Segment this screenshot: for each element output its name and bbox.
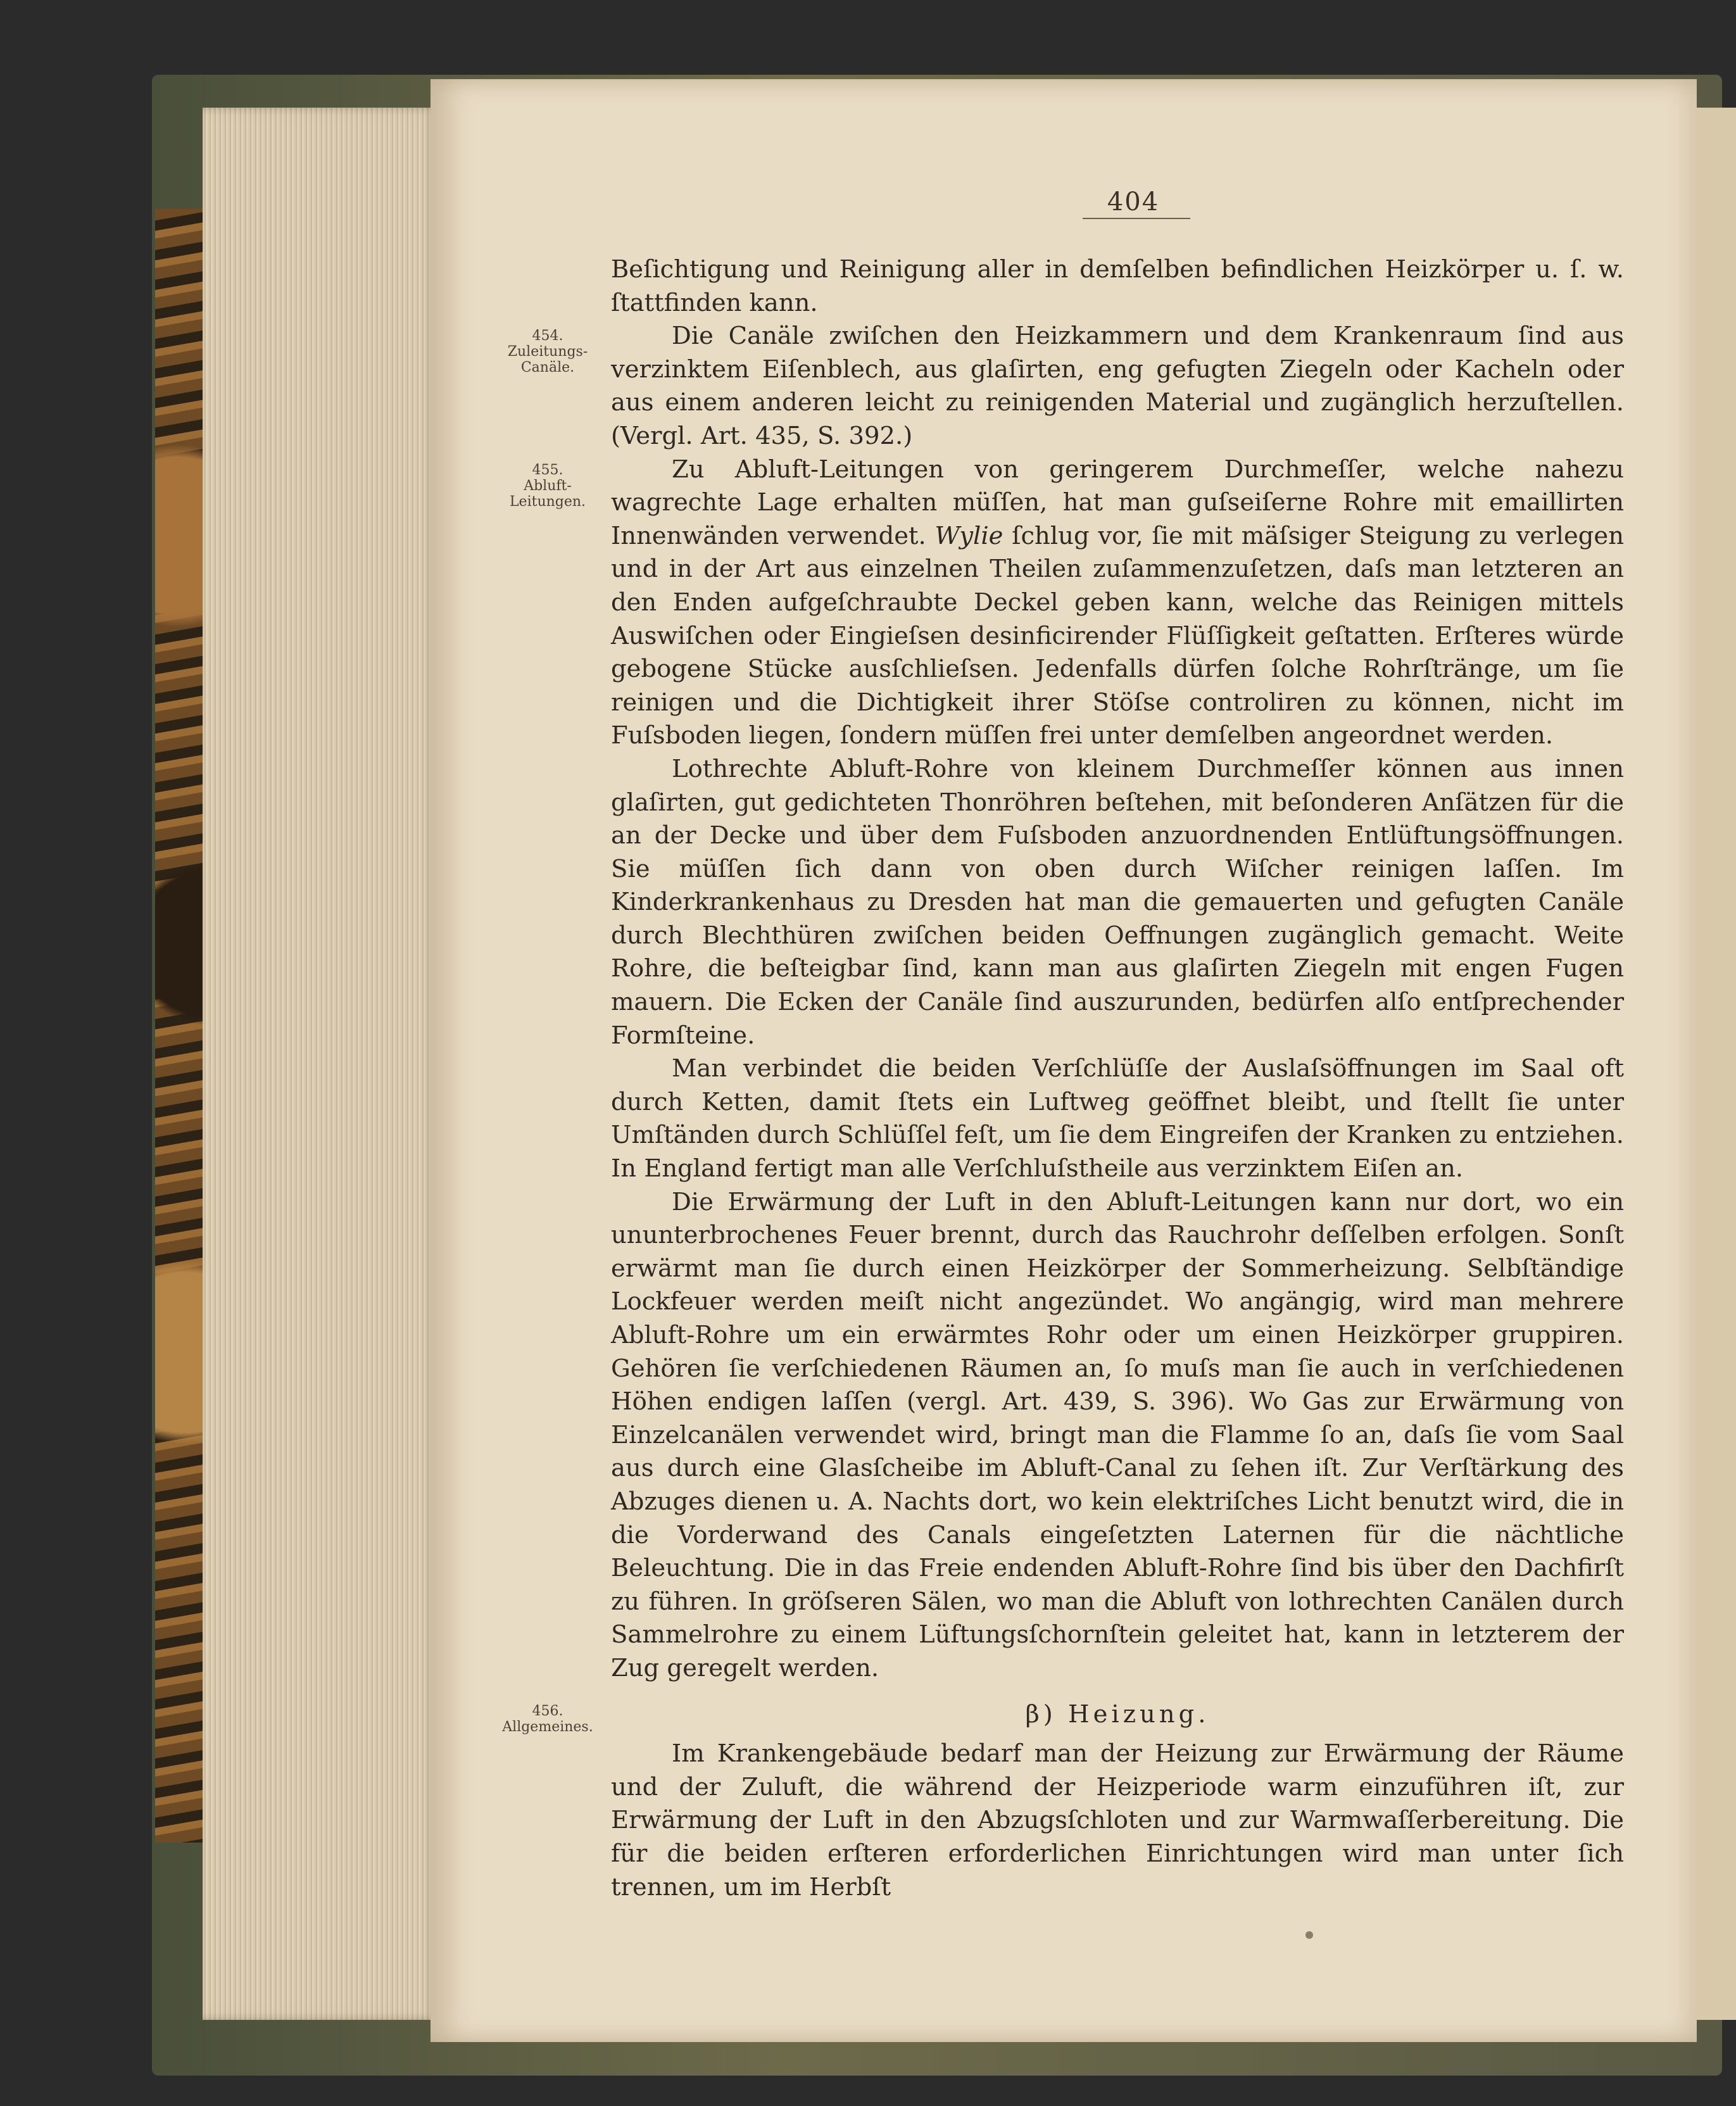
margin-note-label: Abluft- — [524, 478, 572, 494]
margin-note-456 — [487, 1703, 608, 1735]
paragraph: Man verbindet die beiden Verſchlüſſe der Auslaſsöffnungen im Saal oft durch Ketten, damit ſtets ein Luftweg geöffnet bleibt, und ſtellt ſie unter Umſtänden durch Schlüſſel feſt, um ſie dem Eingreifen der Kranken zu entziehen. In England fertigt man alle Verſchluſstheile aus verzinktem Eiſen an. — [611, 1054, 1624, 1183]
paragraph: Im Krankengebäude bedarf man der Heizung zur Erwärmung der Räume und der Zuluft, die während der Heizperiode warm einzuführen iſt, zur Erwärmung der Luft in den Abzugsſchloten und zur Warmwaſſerbereitung. Die für die beiden erſteren erforderlichen Einrichtungen wird man unter ſich trennen, um im Herbſt — [611, 1739, 1624, 1901]
paragraph: Die Erwärmung der Luft in den Abluft-Leitungen kann nur dort, wo ein ununterbrochenes Feuer brennt, durch das Rauchrohr deſſelben erfolgen. Sonſt erwärmt man ſie durch einen Heizkörper der Sommerheizung. Selbſtändige Lockfeuer werden meiſt nicht angezündet. Wo angängig, wird man mehrere Abluft-Rohre um ein erwärmtes Rohr oder um einen Heizkörper gruppiren. Gehören ſie verſchiedenen Räumen an, ſo muſs man ſie auch in verſchiedenen Höhen endigen laſſen (vergl. Art. 439, S. 396). Wo Gas zur Erwärmung von Einzelcanälen verwendet wird, bringt man die Flamme ſo an, daſs ſie vom Saal aus durch eine Glasſcheibe im Abluft-Canal zu ſehen iſt. Zur Verſtärkung des Abzuges dienen u. A. Nachts dort, wo kein elektriſches Licht benutzt wird, die in die Vorderwand des Canals eingeſetzten Laternen für die nächtliche Beleuchtung. Die in das Freie endenden Abluft-Rohre ſind bis über den Dachfirſt zu führen. In gröſseren Sälen, wo man die Abluft von lothrechten Canälen durch Sammelrohre zu einem Lüftungsſchornſtein geleitet hat, kann in letzterem der Zug geregelt werden. — [611, 1187, 1624, 1682]
margin-note-label: Leitungen. — [509, 494, 586, 510]
margin-note-number: 456. — [532, 1703, 563, 1719]
margin-note-number: 455. — [532, 462, 563, 478]
body-text — [611, 253, 1624, 1904]
paragraph-text: ſchlug vor, ſie mit mäſsiger Steigung zu verlegen und in der Art aus einzelnen Theilen zuſammenzuſetzen, daſs man letzteren an den Enden aufgeſchraubte Deckel geben kann, welche das Reinigen mittels Auswiſchen oder Eingieſsen desinficirender Flüſſigkeit geſtatten. Erſteres würde gebogene Stücke ausſchlieſsen. Jedenfalls dürfen ſolche Rohrſtränge, um ſie reinigen und die Dichtigkeit ihrer Stöſse controliren zu können, nicht im Fuſsboden liegen, ſondern müſſen frei unter demſelben angeordnet werden. — [611, 521, 1624, 750]
paragraph: Lothrechte Abluft-Rohre von kleinem Durchmeſſer können aus innen glaſirten, gut gedichteten Thonröhren beſtehen, mit beſonderen Anſätzen für die an der Decke und über dem Fuſsboden anzuordnenden Entlüftungsöffnungen. Sie müſſen ſich dann von oben durch Wiſcher reinigen laſſen. Im Kinderkrankenhaus zu Dresden hat man die gemauerten und gefugten Canäle durch Blechthüren zwiſchen beiden Oeffnungen zugänglich gemacht. Weite Rohre, die beſteigbar ſind, kann man aus glaſirten Ziegeln mit engen Fugen mauern. Die Ecken der Canäle ſind auszurunden, bedürfen alſo entſprechender Formſteine. — [611, 754, 1624, 1050]
paragraph — [611, 453, 1624, 753]
next-page-edge — [1697, 108, 1736, 2020]
page-speck — [1305, 1931, 1313, 1939]
paragraph-text: Zu Abluft-Leitungen von geringerem Durchmeſſer, welche nahezu wagrechte Lage erhalten müſſen, hat man guſseiſerne Rohre mit emaillirten Innenwänden verwendet. — [611, 455, 1624, 550]
margin-note-label: Allgemeines. — [502, 1719, 593, 1735]
margin-note-label: Canäle. — [520, 360, 575, 375]
page-stack — [203, 108, 437, 2020]
author-name-italic: Wylie — [934, 521, 1003, 550]
paragraph: Die Canäle zwiſchen den Heizkammern und dem Krankenraum ſind aus verzinktem Eiſenblech, aus glaſirten, eng gefugten Ziegeln oder Kacheln oder aus einem anderen leicht zu reinigenden Material und zugänglich herzuſtellen. (Vergl. Art. 435, S. 392.) — [611, 322, 1624, 450]
margin-note-number: 454. — [532, 328, 563, 344]
margin-note-label: Zuleitungs- — [507, 344, 588, 360]
paragraph: Beſichtigung und Reinigung aller in demſelben befindlichen Heizkörper u. ſ. w. ſtattfinden kann. — [611, 255, 1624, 317]
section-heading: β) Heizung. — [1025, 1699, 1210, 1729]
page-number-rule — [1083, 218, 1190, 219]
margin-note-455 — [487, 462, 608, 510]
margin-note-454 — [487, 328, 608, 375]
page-number: 404 — [1107, 187, 1160, 217]
